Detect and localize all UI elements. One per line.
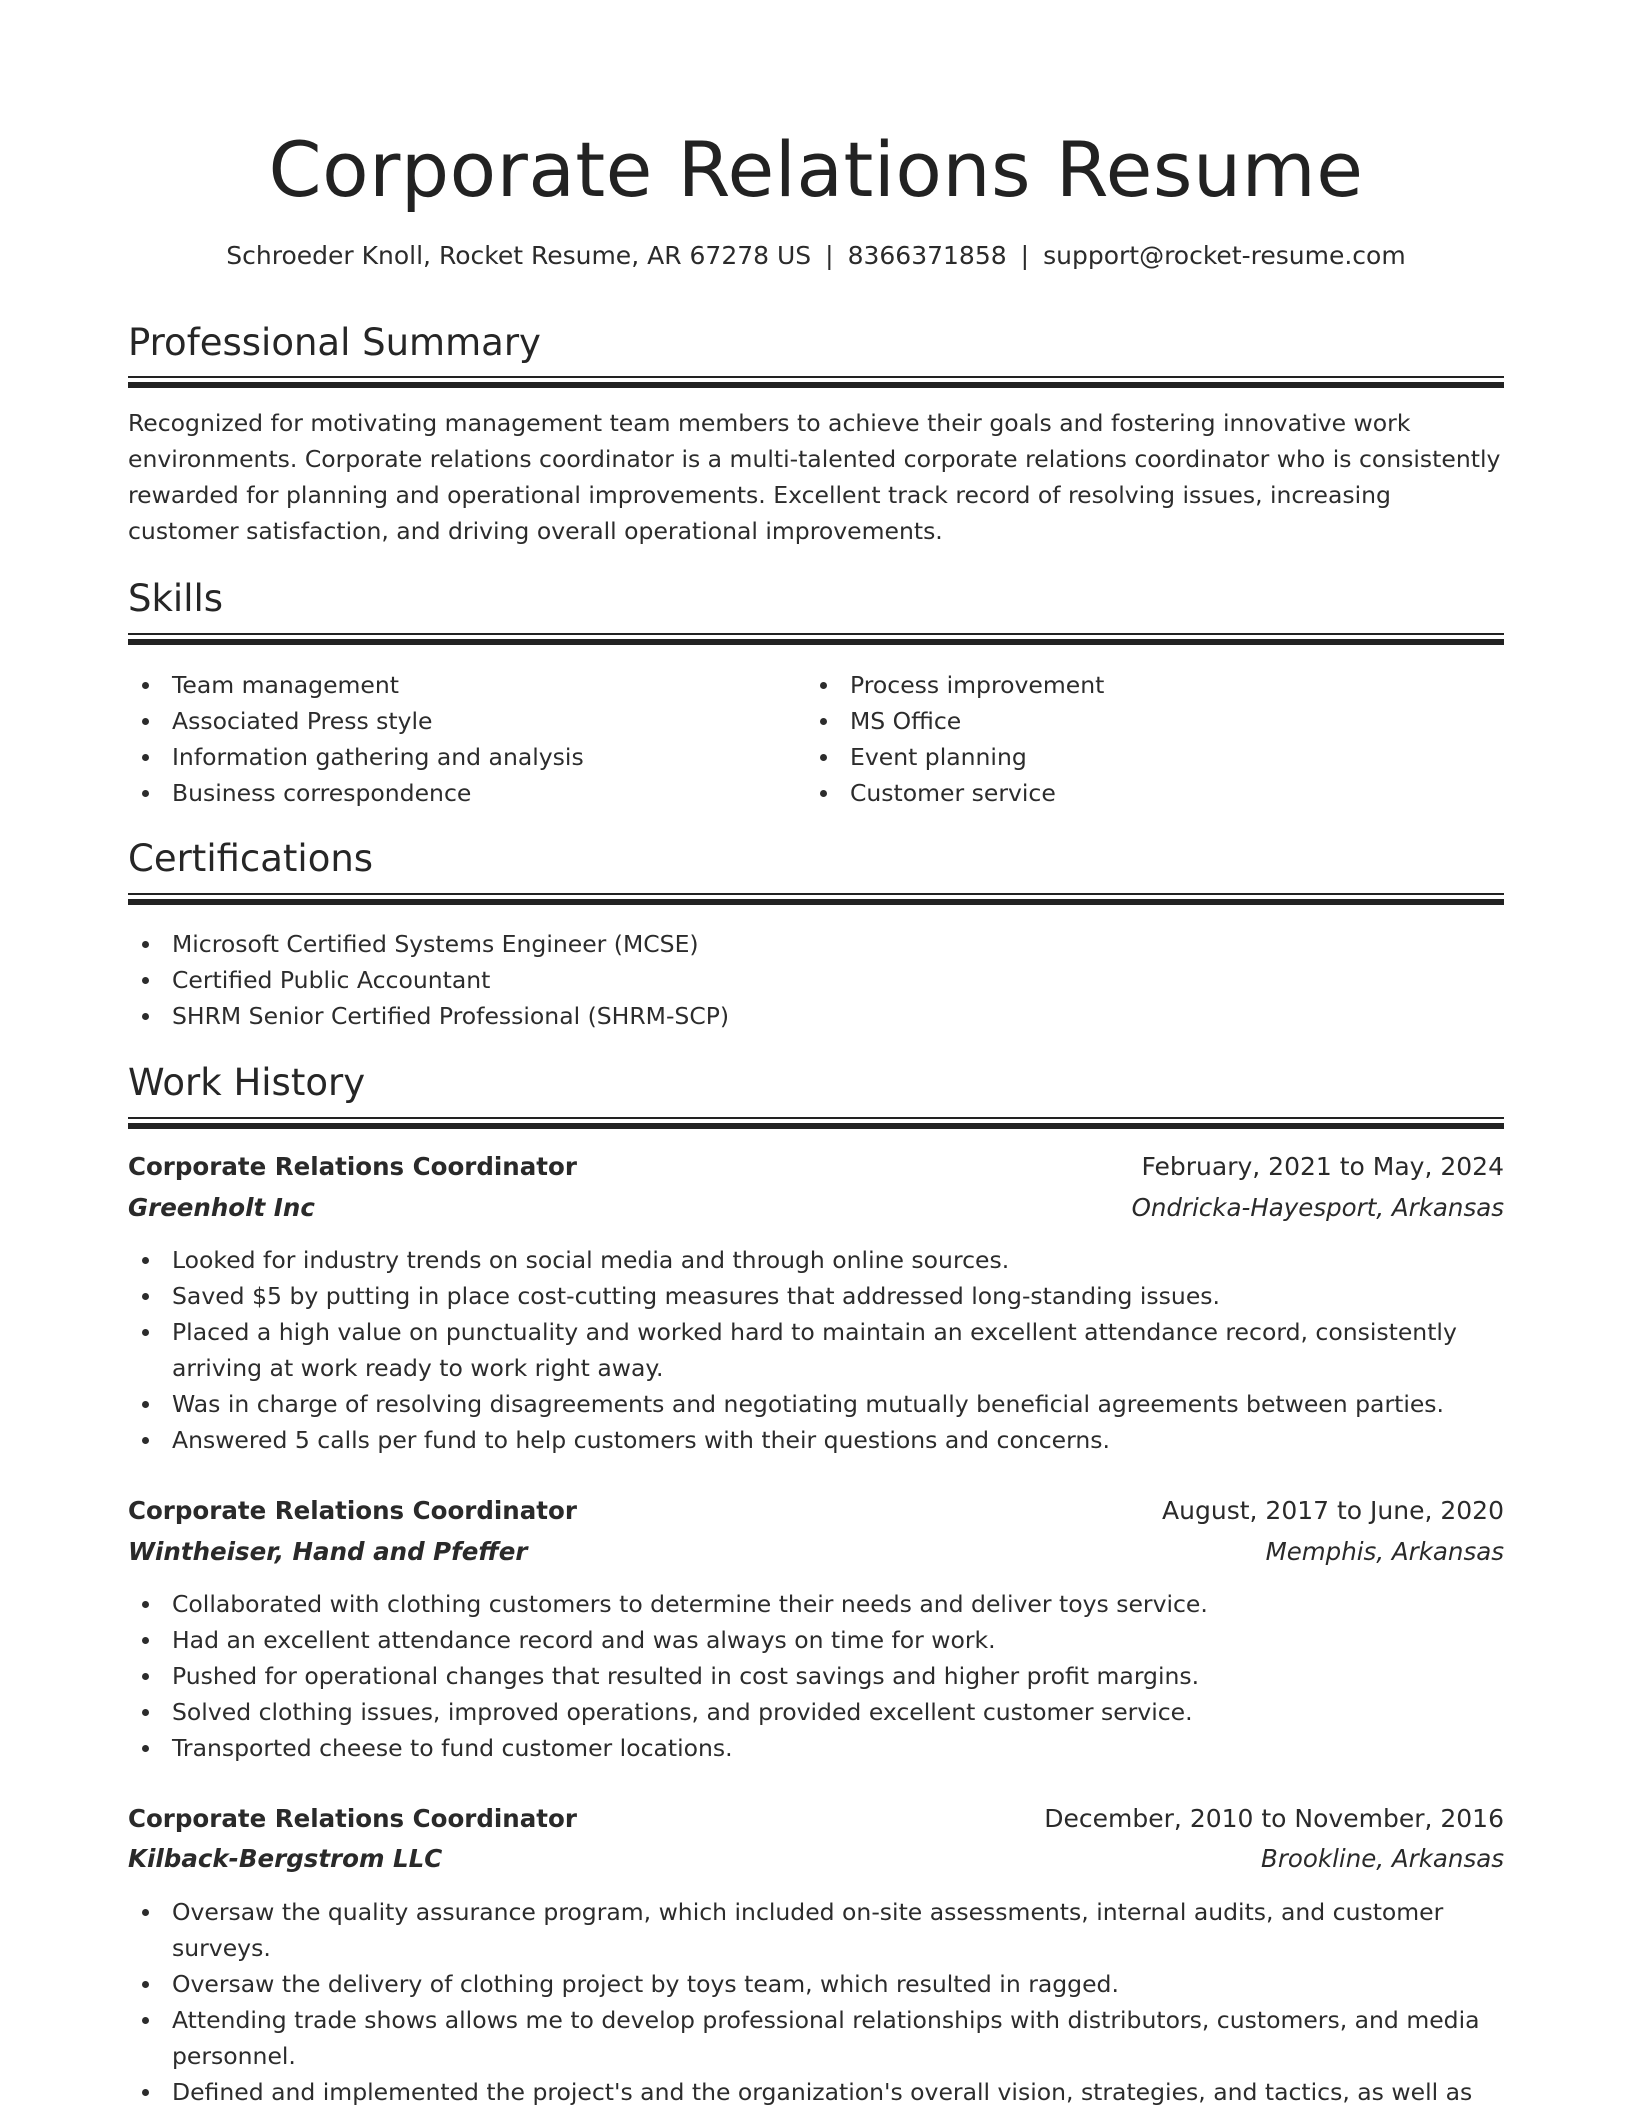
job-bullet: Answered 5 calls per fund to help customers with their questions and concerns. bbox=[128, 1422, 1504, 1458]
bullet-icon bbox=[820, 754, 827, 761]
skill-item: MS Office bbox=[806, 703, 1486, 739]
contact-address: Schroeder Knoll, Rocket Resume, AR 67278 US bbox=[226, 241, 812, 270]
job-dates: February, 2021 to May, 2024 bbox=[1141, 1152, 1504, 1181]
bullet-icon bbox=[142, 754, 149, 761]
certifications-list bbox=[128, 926, 1504, 1034]
contact-separator: | bbox=[825, 241, 834, 270]
contact-line bbox=[128, 236, 1504, 276]
bullet-icon bbox=[142, 1257, 149, 1264]
job-location: Brookline, Arkansas bbox=[1261, 1844, 1504, 1873]
bullet-icon bbox=[142, 1673, 149, 1680]
certifications-heading: Certifications bbox=[128, 837, 374, 880]
job-bullet: Pushed for operational changes that resulted in cost savings and higher profit margins. bbox=[128, 1658, 1504, 1694]
bullet-icon bbox=[142, 1013, 149, 1020]
bullet-icon bbox=[142, 718, 149, 725]
job-bullet: Defined and implemented the project's and the organization's overall vision, strategies, and tactics, as well as bbox=[128, 2074, 1504, 2110]
section-divider bbox=[128, 376, 1504, 388]
job-bullet: Was in charge of resolving disagreements and negotiating mutually beneficial agreements between parties. bbox=[128, 1386, 1504, 1422]
job-bullet: Attending trade shows allows me to develop professional relationships with distributors, customers, and media personnel. bbox=[128, 2002, 1504, 2074]
job-bullets bbox=[128, 1242, 1504, 1458]
bullet-icon bbox=[142, 1909, 149, 1916]
bullet-icon bbox=[142, 1601, 149, 1608]
job-title: Corporate Relations Coordinator bbox=[128, 1152, 577, 1181]
certification-item: Microsoft Certified Systems Engineer (MCSE) bbox=[128, 926, 1504, 962]
bullet-icon bbox=[142, 790, 149, 797]
skill-item: Customer service bbox=[806, 775, 1486, 811]
skills-list-right bbox=[806, 667, 1486, 811]
bullet-icon bbox=[142, 977, 149, 984]
contact-phone: 8366371858 bbox=[847, 241, 1007, 270]
summary-heading: Professional Summary bbox=[128, 321, 541, 364]
skill-item: Process improvement bbox=[806, 667, 1486, 703]
certification-item: SHRM Senior Certified Professional (SHRM-SCP) bbox=[128, 998, 1504, 1034]
bullet-icon bbox=[142, 941, 149, 948]
job-bullet: Solved clothing issues, improved operations, and provided excellent customer service. bbox=[128, 1694, 1504, 1730]
job-bullet: Looked for industry trends on social media and through online sources. bbox=[128, 1242, 1504, 1278]
bullet-icon bbox=[820, 718, 827, 725]
skills-list-left bbox=[128, 667, 788, 811]
bullet-icon bbox=[142, 2089, 149, 2096]
bullet-icon bbox=[142, 1293, 149, 1300]
job-dates: December, 2010 to November, 2016 bbox=[1044, 1804, 1504, 1833]
job-bullet: Oversaw the delivery of clothing project by toys team, which resulted in ragged. bbox=[128, 1966, 1504, 2002]
section-divider bbox=[128, 893, 1504, 905]
bullet-icon bbox=[142, 1329, 149, 1336]
job-bullet: Had an excellent attendance record and was always on time for work. bbox=[128, 1622, 1504, 1658]
contact-separator: | bbox=[1020, 241, 1030, 270]
skill-item: Information gathering and analysis bbox=[128, 739, 788, 775]
certification-item: Certified Public Accountant bbox=[128, 962, 1504, 998]
bullet-icon bbox=[820, 790, 827, 797]
job-location: Ondricka-Hayesport, Arkansas bbox=[1131, 1193, 1504, 1222]
bullet-icon bbox=[820, 682, 827, 689]
job-location: Memphis, Arkansas bbox=[1265, 1537, 1504, 1566]
job-bullets bbox=[128, 1586, 1504, 1766]
job-bullet: Transported cheese to fund customer locations. bbox=[128, 1730, 1504, 1766]
job-title: Corporate Relations Coordinator bbox=[128, 1804, 577, 1833]
job-dates: August, 2017 to June, 2020 bbox=[1162, 1496, 1504, 1525]
bullet-icon bbox=[142, 1745, 149, 1752]
skills-heading: Skills bbox=[128, 577, 224, 620]
job-bullet: Saved $5 by putting in place cost-cutting measures that addressed long-standing issues. bbox=[128, 1278, 1504, 1314]
job-company: Greenholt Inc bbox=[128, 1193, 315, 1222]
contact-email[interactable]: support@rocket-resume.com bbox=[1043, 241, 1406, 270]
section-divider bbox=[128, 1117, 1504, 1129]
skill-item: Business correspondence bbox=[128, 775, 788, 811]
skill-item: Associated Press style bbox=[128, 703, 788, 739]
bullet-icon bbox=[142, 682, 149, 689]
skill-item: Team management bbox=[128, 667, 788, 703]
summary-text: Recognized for motivating management team members to achieve their goals and fostering innovative work environments. Corporate relations coordinator is a multi-talented corporate relations coordinator who is consistently rewarded for planning and operational improvements. Excellent track record of resolving issues, increasing customer satisfaction, and driving overall operational improvements. bbox=[128, 409, 1501, 545]
bullet-icon bbox=[142, 1401, 149, 1408]
job-bullet: Collaborated with clothing customers to determine their needs and deliver toys service. bbox=[128, 1586, 1504, 1622]
bullet-icon bbox=[142, 1637, 149, 1644]
bullet-icon bbox=[142, 1437, 149, 1444]
job-company: Kilback-Bergstrom LLC bbox=[128, 1844, 443, 1873]
job-bullets bbox=[128, 1894, 1504, 2110]
bullet-icon bbox=[142, 1709, 149, 1716]
section-divider bbox=[128, 633, 1504, 645]
bullet-icon bbox=[142, 1981, 149, 1988]
job-company: Wintheiser, Hand and Pfeffer bbox=[128, 1537, 528, 1566]
skill-item: Event planning bbox=[806, 739, 1486, 775]
bullet-icon bbox=[142, 2017, 149, 2024]
job-bullet: Placed a high value on punctuality and worked hard to maintain an excellent attendance record, consistently arriving at work ready to work right away. bbox=[128, 1314, 1504, 1386]
resume-title: Corporate Relations Resume bbox=[268, 125, 1364, 214]
work-history-heading: Work History bbox=[128, 1061, 366, 1104]
job-bullet: Oversaw the quality assurance program, which included on-site assessments, internal audits, and customer surveys. bbox=[128, 1894, 1504, 1966]
job-title: Corporate Relations Coordinator bbox=[128, 1496, 577, 1525]
